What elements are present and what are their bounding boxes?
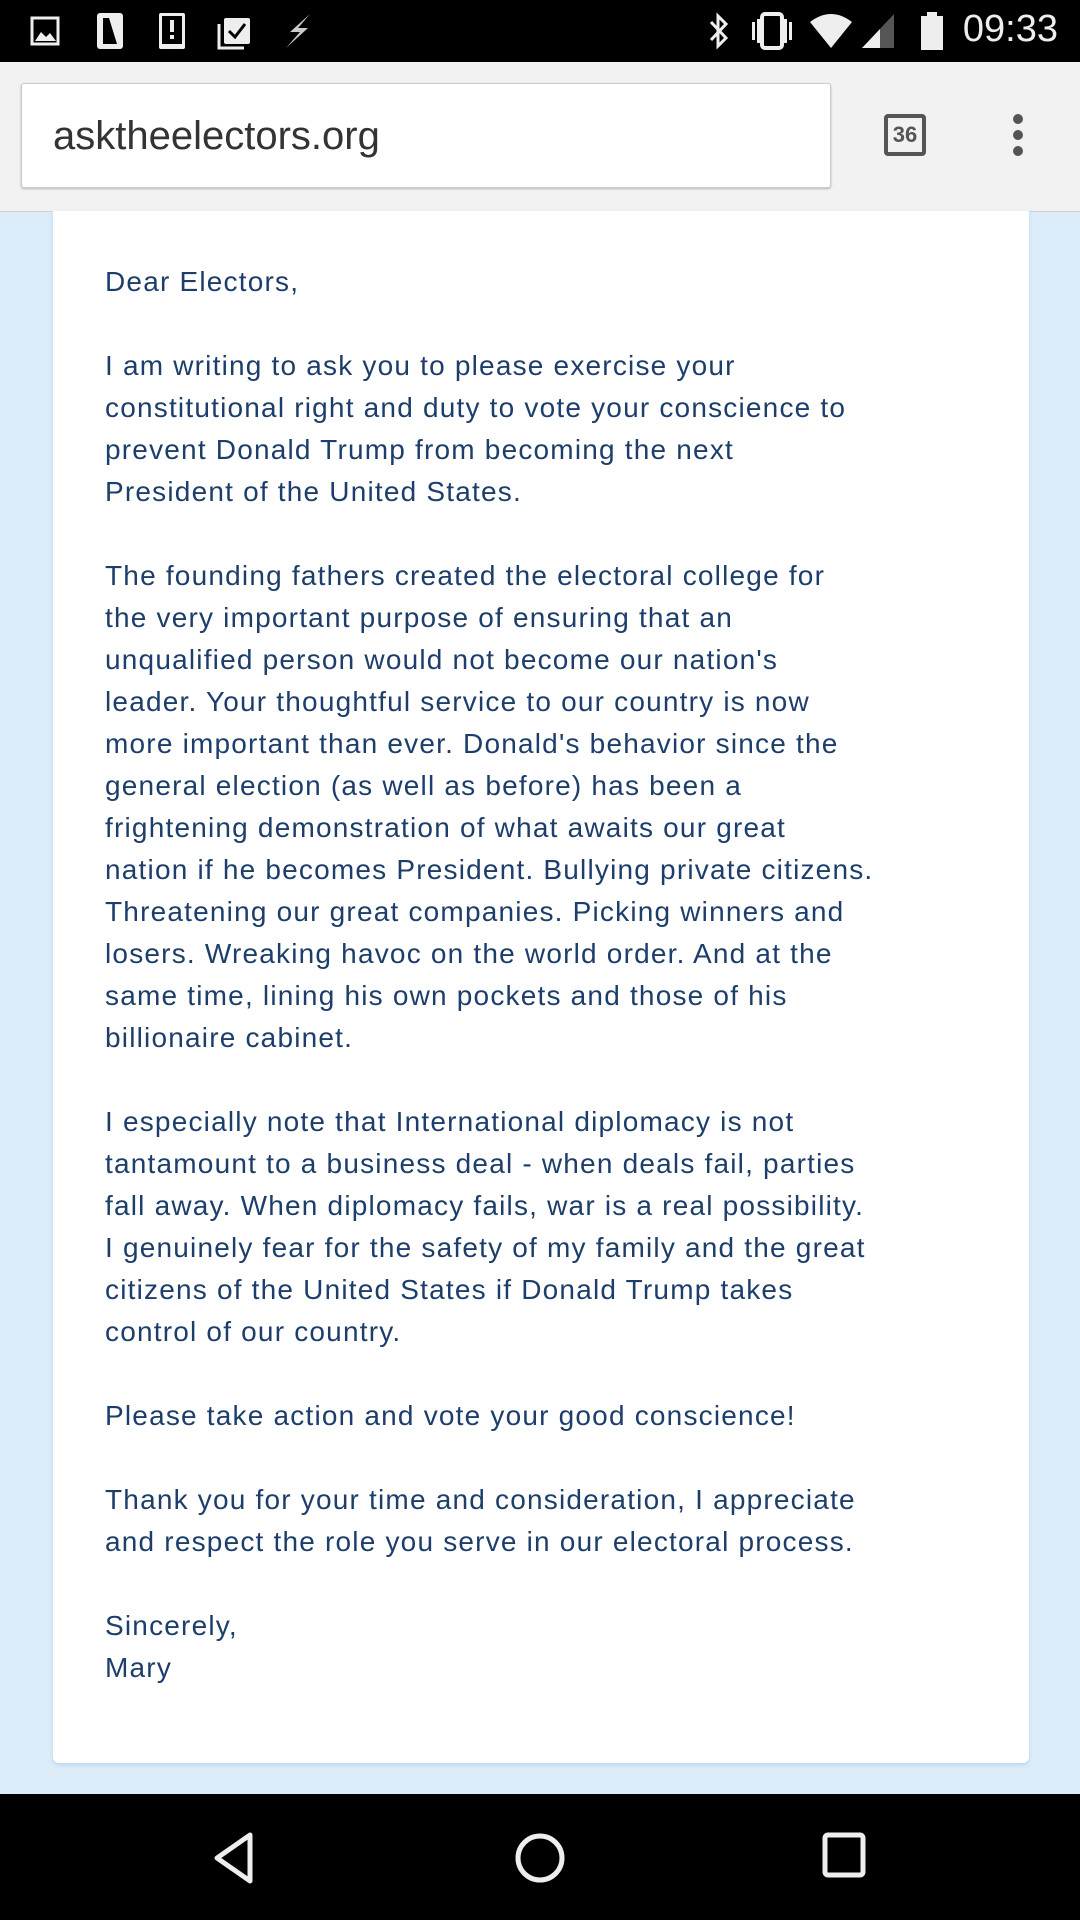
letter-line: I am writing to ask you to please exercise your: [105, 350, 736, 381]
letter-line: The founding fathers created the electoral college for: [105, 560, 826, 591]
letter-line: leader. Your thoughtful service to our country is now: [105, 686, 810, 717]
letter-line: tantamount to a business deal - when deals fail, parties: [105, 1148, 856, 1179]
url-text: asktheelectors.org: [53, 114, 380, 158]
letter-line: billionaire cabinet.: [105, 1022, 354, 1053]
letter-line: Threatening our great companies. Picking winners and: [105, 896, 845, 927]
letter-line: Mary: [105, 1652, 173, 1683]
letter-line: unqualified person would not become our nation's: [105, 644, 779, 675]
letter-line: more important than ever. Donald's behavior since the: [105, 728, 839, 759]
tab-switcher-button[interactable]: 36: [884, 114, 926, 156]
letter-paragraph: [105, 261, 873, 303]
letter-line: nation if he becomes President. Bullying private citizens.: [105, 854, 874, 885]
letter-line: I especially note that International diplomacy is not: [105, 1106, 795, 1137]
letter-paragraph: [105, 1101, 873, 1353]
letter-line: losers. Wreaking havoc on the world order. And at the: [105, 938, 833, 969]
wifi-icon: [808, 12, 854, 50]
letter-body: [105, 261, 873, 1731]
battery-icon: [920, 12, 944, 50]
vibrate-icon: [748, 12, 796, 50]
recents-icon[interactable]: [822, 1832, 866, 1878]
sim-icon: [96, 12, 124, 50]
letter-line: general election (as well as before) has been a: [105, 770, 742, 801]
letter-line: prevent Donald Trump from becoming the next: [105, 434, 735, 465]
letter-line: Dear Electors,: [105, 266, 300, 297]
address-bar[interactable]: [21, 83, 831, 188]
home-icon[interactable]: [514, 1832, 566, 1884]
letter-line: constitutional right and duty to vote your conscience to: [105, 392, 847, 423]
letter-line: Sincerely,: [105, 1610, 238, 1641]
letter-line: the very important purpose of ensuring that an: [105, 602, 733, 633]
letter-paragraph: [105, 1479, 873, 1563]
letter-line: Please take action and vote your good conscience!: [105, 1400, 796, 1431]
bluetooth-icon: [706, 12, 732, 50]
letter-line: fall away. When diplomacy fails, war is a real possibility.: [105, 1190, 865, 1221]
letter-paragraph: [105, 345, 873, 513]
letter-line: control of our country.: [105, 1316, 402, 1347]
letter-line: President of the United States.: [105, 476, 522, 507]
letter-paragraph: [105, 1395, 873, 1437]
image-icon: [30, 12, 62, 50]
flash-icon: [280, 12, 316, 50]
navigation-bar: [0, 1794, 1080, 1920]
letter-paragraph: [105, 1605, 873, 1689]
letter-paragraph: [105, 555, 873, 1059]
clock: 09:33: [962, 8, 1058, 50]
back-icon[interactable]: [212, 1832, 256, 1884]
alert-icon: [158, 12, 186, 50]
letter-line: same time, lining his own pockets and those of his: [105, 980, 788, 1011]
letter-line: citizens of the United States if Donald Trump takes: [105, 1274, 794, 1305]
letter-card: [53, 211, 1029, 1763]
status-bar: [0, 0, 1080, 62]
letter-line: I genuinely fear for the safety of my family and the great: [105, 1232, 866, 1263]
letter-line: frightening demonstration of what awaits our great: [105, 812, 787, 843]
browser-toolbar: [0, 62, 1080, 212]
overflow-menu-icon[interactable]: [1006, 114, 1030, 162]
letter-line: and respect the role you serve in our electoral process.: [105, 1526, 854, 1557]
letter-line: Thank you for your time and consideration, I appreciate: [105, 1484, 856, 1515]
signal-icon: [860, 12, 896, 50]
clipboard-check-icon: [216, 12, 254, 50]
